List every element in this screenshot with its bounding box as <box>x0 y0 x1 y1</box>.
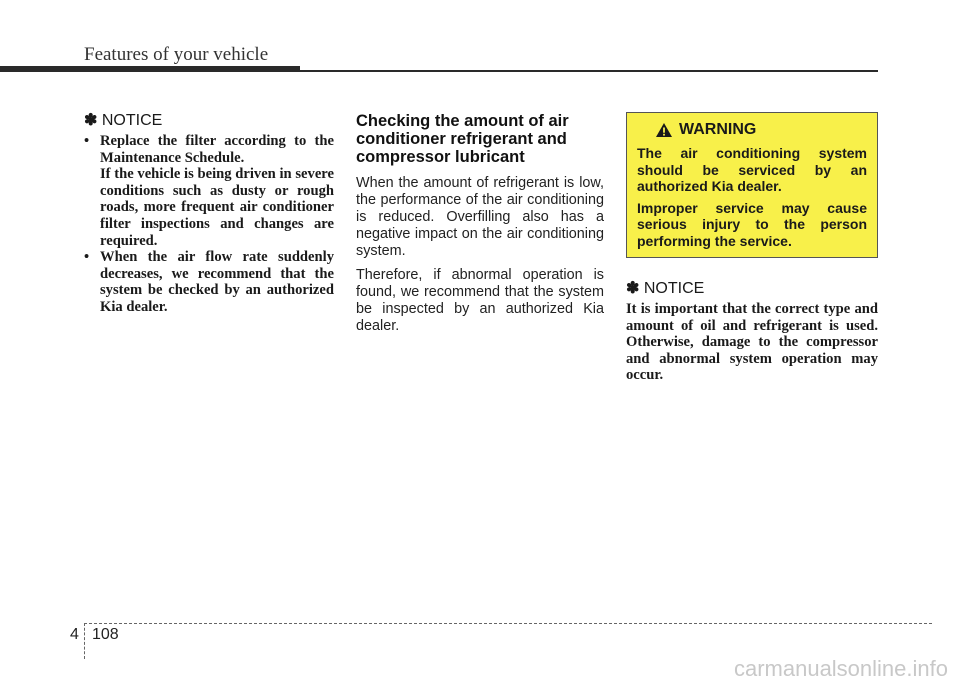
notice-heading-label: NOTICE <box>101 112 163 129</box>
notice-block <box>626 280 878 384</box>
bullet-icon: • <box>84 249 90 266</box>
warning-paragraph: Improper service may cause serious injury to the person performing the service. <box>637 199 867 249</box>
notice-list <box>84 133 334 316</box>
footer-rule <box>84 623 932 624</box>
page-number: 108 <box>92 626 119 643</box>
watermark-text: carmanualsonline.info <box>733 656 948 681</box>
left-column <box>84 112 334 316</box>
notice-asterisk-icon: ✽ <box>626 280 640 297</box>
warning-title-label: WARNING <box>679 121 757 138</box>
notice-heading <box>84 112 334 130</box>
bullet-icon: • <box>84 133 90 149</box>
warning-title <box>655 121 867 139</box>
notice-asterisk-icon: ✽ <box>84 112 98 129</box>
chapter-number: 4 <box>70 626 79 643</box>
warning-triangle-icon <box>655 122 673 138</box>
body-paragraph: Therefore, if abnormal operation is found, we recommend that the system be inspected by an authorized Kia dealer. <box>356 267 604 334</box>
header-rule-thin <box>300 70 878 72</box>
notice-list-item <box>84 249 334 315</box>
notice-heading-label: NOTICE <box>643 280 705 297</box>
notice-item-text: When the air flow rate suddenly decreases, we recommend that the system be checked by an authorized Kia dealer. <box>100 249 334 315</box>
page-header-title: Features of your vehicle <box>84 44 269 65</box>
warning-paragraph: The air conditioning system should be serviced by an authorized Kia dealer. <box>637 145 867 194</box>
section-heading: Checking the amount of air conditioner refrigerant and compressor lubricant <box>356 112 569 166</box>
footer-divider <box>84 623 85 659</box>
notice-list-item <box>84 133 334 249</box>
right-column <box>626 112 878 384</box>
warning-box <box>626 112 878 258</box>
notice-item-text: Replace the filter according to the Maintenance Schedule. <box>100 133 334 166</box>
header-rule-thick <box>0 66 300 72</box>
notice-heading <box>626 280 878 298</box>
body-paragraph: When the amount of refrigerant is low, the performance of the air conditioning is reduced. Overfilling also has a negative impact on the air conditioning system. <box>356 175 604 259</box>
middle-column <box>356 112 604 342</box>
notice-item-text: If the vehicle is being driven in severe conditions such as dusty or rough roads, more frequent air conditioner filter inspections and changes are required. <box>100 166 334 249</box>
notice-text: It is important that the correct type and amount of oil and refrigerant is used. Otherwise, damage to the compressor and abnormal system operation may occur. <box>626 301 878 384</box>
